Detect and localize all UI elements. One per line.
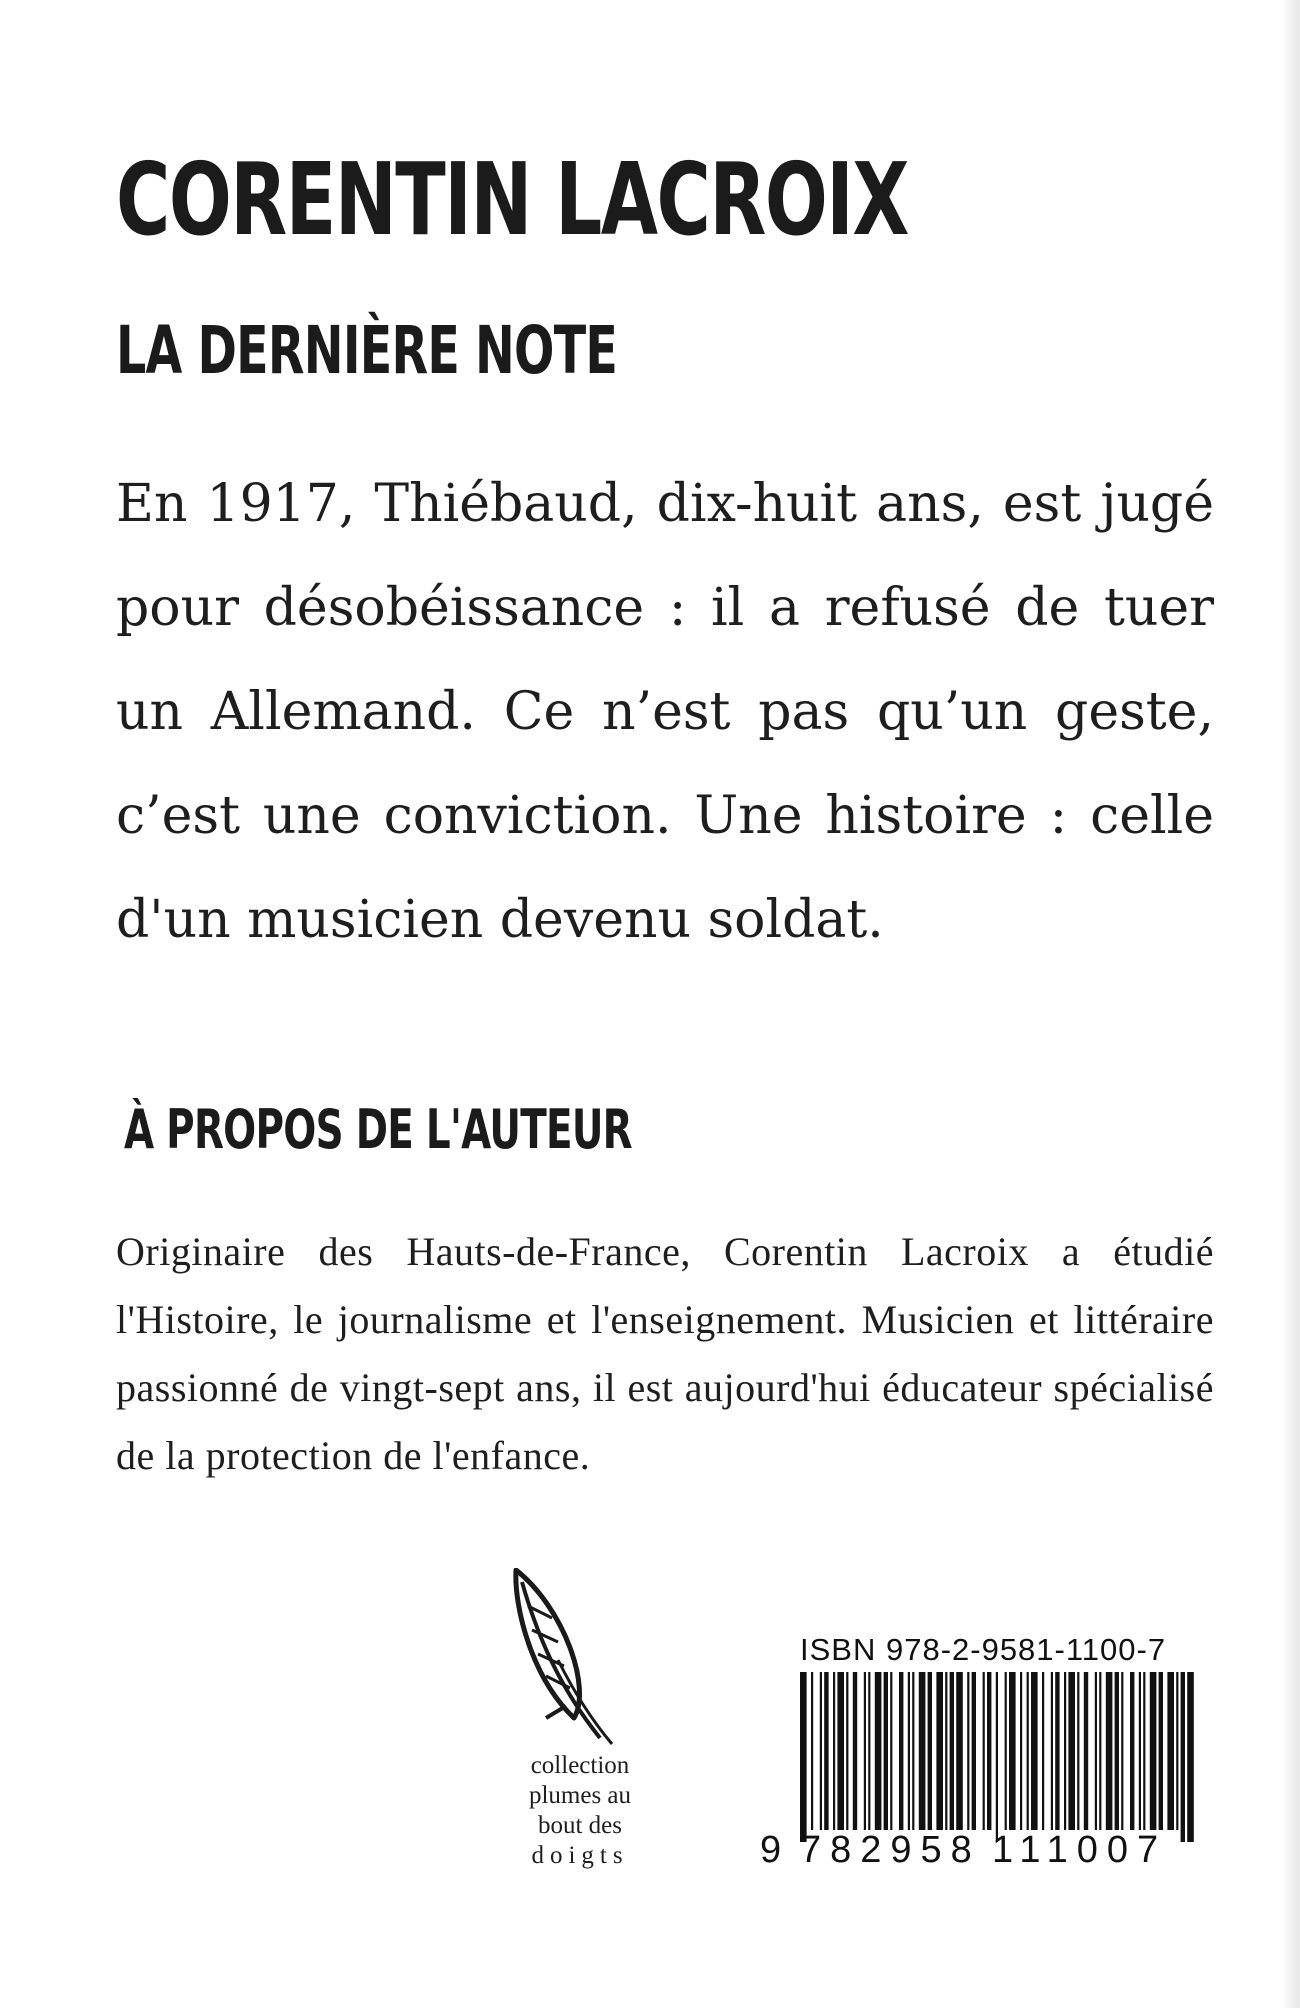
barcode-bar xyxy=(824,1672,828,1830)
barcode-bar xyxy=(1051,1672,1053,1830)
collection-label xyxy=(510,1751,650,1871)
barcode-bar xyxy=(875,1672,882,1830)
barcode-bar xyxy=(1095,1672,1097,1830)
barcode-bar xyxy=(820,1672,822,1830)
barcode-bar xyxy=(919,1672,926,1830)
barcode-bar xyxy=(1150,1672,1157,1830)
barcode-bar xyxy=(884,1672,888,1830)
barcode-bar xyxy=(1009,1672,1016,1830)
barcode-bar xyxy=(1121,1672,1123,1830)
barcode-digits xyxy=(760,1830,1208,1870)
isbn-barcode xyxy=(760,1632,1208,1870)
barcode-bar xyxy=(1187,1672,1194,1842)
barcode-bars xyxy=(760,1672,1208,1842)
barcode-bar xyxy=(950,1672,954,1830)
barcode-bar xyxy=(811,1672,813,1830)
collection-line: doigts xyxy=(531,1842,629,1869)
barcode-bar xyxy=(1181,1672,1185,1842)
barcode-bar xyxy=(983,1672,985,1830)
barcode-bar xyxy=(1020,1672,1022,1830)
author-name: CORENTIN LACROIX xyxy=(116,141,908,258)
barcode-bar xyxy=(853,1672,857,1830)
barcode-bar xyxy=(1139,1672,1141,1830)
barcode-bar xyxy=(1099,1672,1101,1830)
barcode-bar xyxy=(967,1672,969,1830)
barcode-bar xyxy=(1055,1672,1059,1830)
barcode-bar xyxy=(1077,1672,1079,1830)
barcode-bar xyxy=(833,1672,835,1830)
about-author-heading: À PROPOS DE L'AUTEUR xyxy=(124,1098,632,1161)
barcode-bar xyxy=(1176,1672,1178,1830)
barcode-bar xyxy=(1064,1672,1066,1830)
isbn-label: ISBN 978-2-9581-1100-7 xyxy=(800,1632,1167,1667)
barcode-bar xyxy=(864,1672,866,1830)
collection-line: plumes au xyxy=(528,1782,632,1809)
barcode-bar xyxy=(912,1672,914,1830)
barcode-bar xyxy=(956,1672,963,1830)
author-bio: Originaire des Hauts-de-France, Corentin Lacroix a étudié l'Histoire, le journalisme et l'enseignement. Musicien et littéraire passionné de vingt-sept ans, il est aujourd'hui éducateur spécialisé de la protection de l'enfance. xyxy=(116,1229,1214,1478)
barcode-bar xyxy=(936,1672,943,1830)
barcode-digits-left: 782958 xyxy=(800,1829,981,1871)
barcode-bar xyxy=(890,1672,892,1830)
barcode-bar xyxy=(972,1672,976,1830)
barcode-bar xyxy=(899,1672,903,1830)
barcode-bar xyxy=(846,1672,848,1830)
barcode-bar xyxy=(1031,1672,1038,1830)
barcode-bar xyxy=(1027,1672,1029,1830)
barcode-bar xyxy=(800,1672,807,1842)
barcode-bar xyxy=(1068,1672,1075,1830)
barcode-bar xyxy=(1005,1672,1007,1830)
barcode-bar xyxy=(1106,1672,1113,1830)
barcode-bar xyxy=(1084,1672,1088,1830)
barcode-digit-first: 9 xyxy=(760,1829,782,1871)
barcode-bar xyxy=(996,1672,998,1842)
barcode-bar xyxy=(837,1672,844,1830)
barcode-bar xyxy=(928,1672,932,1830)
barcode-bar xyxy=(987,1672,991,1830)
barcode-bar xyxy=(1130,1672,1134,1830)
barcode-bar xyxy=(1167,1672,1174,1830)
barcode-bar xyxy=(908,1672,910,1830)
collection-line: bout des xyxy=(537,1812,623,1839)
barcode-digits-right: 111007 xyxy=(992,1829,1168,1871)
blurb-text: En 1917, Thiébaud, dix-huit ans, est jugé pour désobéissance : il a refusé de tuer un Allemand. Ce n’est pas qu’un geste, c’est une conviction. Une histoire : celle d'un musicien devenu soldat. xyxy=(116,474,1214,950)
barcode-bar xyxy=(868,1672,870,1830)
book-title: LA DERNIÈRE NOTE xyxy=(116,312,618,389)
feather-quill-icon xyxy=(512,1568,642,1748)
barcode-bar xyxy=(1042,1672,1044,1830)
barcode-bar xyxy=(1143,1672,1145,1830)
barcode-bar xyxy=(1159,1672,1163,1830)
spine-edge-shadow xyxy=(1282,0,1300,2008)
barcode-bar xyxy=(1115,1672,1119,1830)
barcode-bar xyxy=(945,1672,947,1830)
collection-line: collection xyxy=(530,1752,630,1779)
